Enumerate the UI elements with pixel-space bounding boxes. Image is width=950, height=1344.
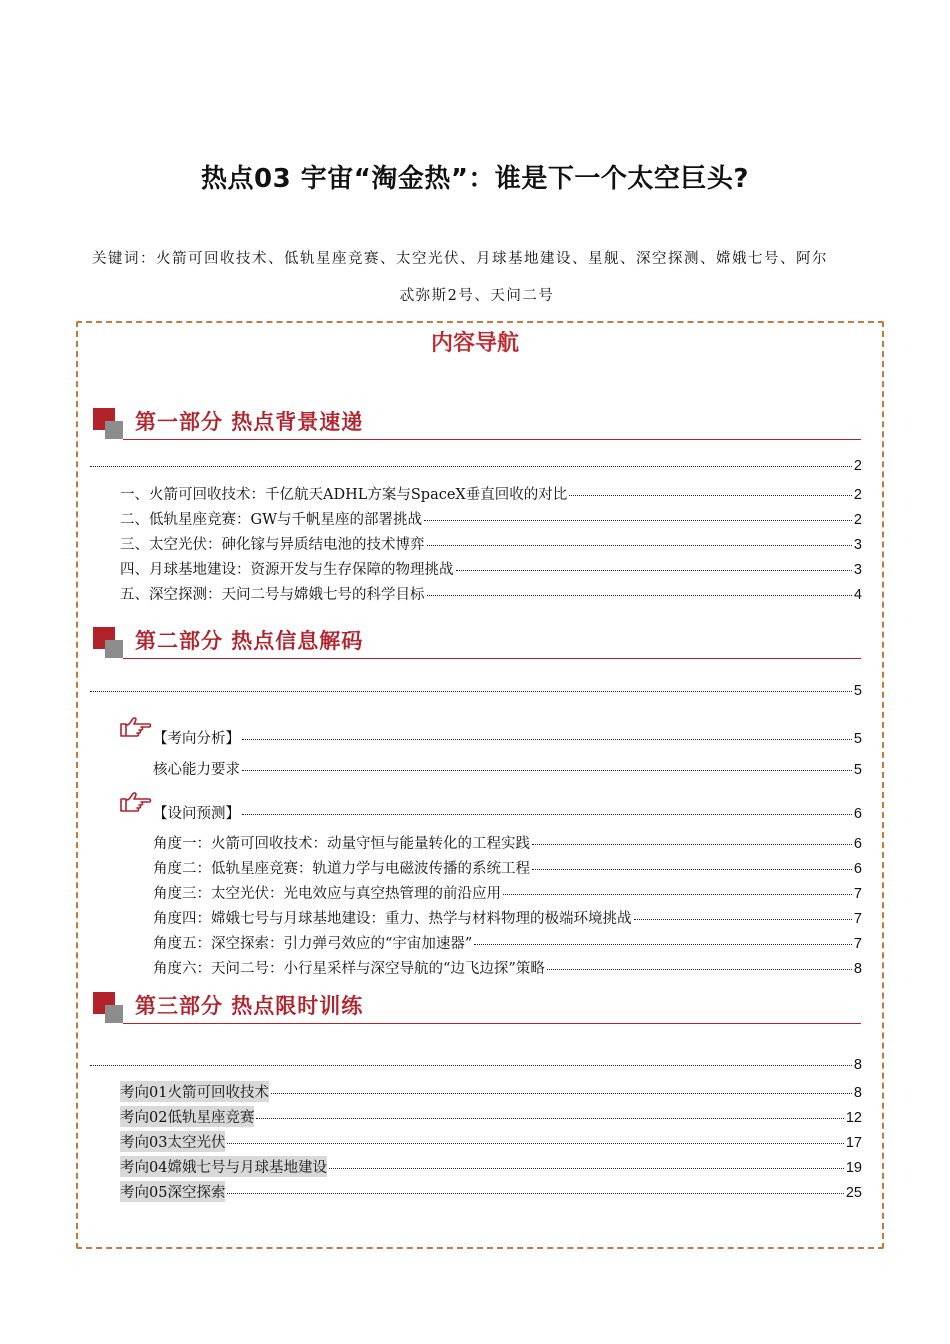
toc-row[interactable] <box>153 857 862 877</box>
page-number: 6 <box>853 836 862 852</box>
section-header-part3 <box>93 992 861 1028</box>
toc-label: 考向02低轨星座竞赛 <box>120 1106 254 1127</box>
toc-row[interactable] <box>153 957 862 977</box>
leader-dots <box>271 1093 852 1094</box>
leader-dots <box>532 869 852 870</box>
toc-label: 三、太空光伏：砷化镓与异质结电池的技术博弈 <box>120 537 425 553</box>
toc-row-part1[interactable] <box>88 458 862 478</box>
page-number: 8 <box>853 1085 862 1101</box>
toc-row-part2[interactable] <box>88 683 862 703</box>
toc-row[interactable] <box>153 758 862 778</box>
document-title: 热点03 宇宙“淘金热”：谁是下一个太空巨头? <box>201 164 749 194</box>
toc-row[interactable] <box>120 1181 862 1201</box>
leader-dots <box>227 1143 843 1144</box>
toc-row[interactable] <box>120 1081 862 1101</box>
page-number: 7 <box>853 886 862 902</box>
toc-row[interactable] <box>153 882 862 902</box>
page-number: 5 <box>853 762 862 778</box>
leader-dots <box>456 570 852 571</box>
toc-label: 角度三：太空光伏：光电效应与真空热管理的前沿应用 <box>153 886 501 902</box>
toc-label: 角度一：火箭可回收技术：动量守恒与能量转化的工程实践 <box>153 836 530 852</box>
toc-label: 【考向分析】 <box>153 731 240 747</box>
leader-dots <box>427 595 852 596</box>
toc-label: 考向04嫦娥七号与月球基地建设 <box>120 1156 327 1177</box>
toc-row[interactable] <box>120 558 862 578</box>
page-number: 4 <box>853 587 862 603</box>
page-number: 6 <box>853 806 862 822</box>
section-marker-shadow <box>105 640 123 658</box>
leader-dots <box>242 770 852 771</box>
toc-label: 考向03太空光伏 <box>120 1131 225 1152</box>
toc-label: 二、低轨星座竞赛：GW与千帆星座的部署挑战 <box>120 512 422 528</box>
page-number: 8 <box>853 1057 862 1073</box>
toc-row[interactable] <box>120 1106 862 1126</box>
section-rule <box>123 439 861 440</box>
page-number: 25 <box>845 1185 862 1201</box>
toc-label: 角度六：天问二号：小行星采样与深空导航的“边飞边探”策略 <box>153 961 545 977</box>
toc-row[interactable] <box>120 583 862 603</box>
toc-row[interactable] <box>153 907 862 927</box>
pointing-hand-icon <box>119 789 153 815</box>
leader-dots <box>90 466 852 467</box>
leader-dots <box>503 894 852 895</box>
toc-row[interactable] <box>120 533 862 553</box>
page-number: 17 <box>845 1135 862 1151</box>
toc-row[interactable] <box>153 832 862 852</box>
keywords-line-1: 关键词：火箭可回收技术、低轨星座竞赛、太空光伏、月球基地建设、星舰、深空探测、嫦娥七号、阿尔 <box>92 251 828 267</box>
page-number: 8 <box>853 961 862 977</box>
toc-label: 【设问预测】 <box>153 806 240 822</box>
page-number: 2 <box>853 487 862 503</box>
toc-row[interactable] <box>120 483 862 503</box>
section-marker-shadow <box>105 1005 123 1023</box>
leader-dots <box>427 545 852 546</box>
toc-label: 一、火箭可回收技术：千亿航天ADHL方案与SpaceX垂直回收的对比 <box>120 487 568 503</box>
toc-label: 角度五：深空探索：引力弹弓效应的“宇宙加速器” <box>153 936 473 952</box>
toc-label: 四、月球基地建设：资源开发与生存保障的物理挑战 <box>120 562 454 578</box>
leader-dots <box>90 1065 852 1066</box>
section-marker-shadow <box>105 421 123 439</box>
page-number: 19 <box>845 1160 862 1176</box>
page-number: 5 <box>853 683 862 699</box>
section-rule <box>123 658 861 659</box>
section-header-part2 <box>93 627 861 663</box>
page-number: 7 <box>853 911 862 927</box>
leader-dots <box>256 1118 843 1119</box>
pointing-hand-icon <box>119 714 153 740</box>
page-number: 3 <box>853 537 862 553</box>
page-number: 3 <box>853 562 862 578</box>
toc-label: 五、深空探测：天问二号与嫦娥七号的科学目标 <box>120 587 425 603</box>
leader-dots <box>474 944 852 945</box>
toc-row[interactable] <box>153 932 862 952</box>
leader-dots <box>242 739 852 740</box>
page-number: 7 <box>853 936 862 952</box>
leader-dots <box>424 520 852 521</box>
section-rule <box>123 1023 861 1024</box>
toc-row[interactable] <box>120 508 862 528</box>
toc-label: 核心能力要求 <box>153 762 240 778</box>
leader-dots <box>227 1193 843 1194</box>
leader-dots <box>242 814 852 815</box>
page-number: 2 <box>853 512 862 528</box>
page-number: 2 <box>853 458 862 474</box>
section-header-part1 <box>93 408 861 444</box>
page-number: 5 <box>853 731 862 747</box>
leader-dots <box>90 691 852 692</box>
toc-row-part3[interactable] <box>88 1057 862 1077</box>
keywords-line-2: 忒弥斯2号、天问二号 <box>399 288 555 304</box>
section-title: 第三部分 热点限时训练 <box>135 994 364 1018</box>
toc-label: 考向01火箭可回收技术 <box>120 1081 269 1102</box>
section-title: 第一部分 热点背景速递 <box>135 410 364 434</box>
toc-label: 角度四：嫦娥七号与月球基地建设：重力、热学与材料物理的极端环境挑战 <box>153 911 632 927</box>
toc-label: 角度二：低轨星座竞赛：轨道力学与电磁波传播的系统工程 <box>153 861 530 877</box>
leader-dots <box>569 495 852 496</box>
leader-dots <box>532 844 852 845</box>
toc-label: 考向05深空探索 <box>120 1181 225 1202</box>
section-title: 第二部分 热点信息解码 <box>135 629 364 653</box>
leader-dots <box>547 969 852 970</box>
toc-row-analysis[interactable] <box>153 727 862 747</box>
leader-dots <box>329 1168 844 1169</box>
page-number: 6 <box>853 861 862 877</box>
page-number: 12 <box>845 1110 862 1126</box>
leader-dots <box>634 919 852 920</box>
toc-row-prediction[interactable] <box>153 802 862 822</box>
toc-row[interactable] <box>120 1156 862 1176</box>
toc-row[interactable] <box>120 1131 862 1151</box>
content-navigation-title: 内容导航 <box>430 331 519 356</box>
